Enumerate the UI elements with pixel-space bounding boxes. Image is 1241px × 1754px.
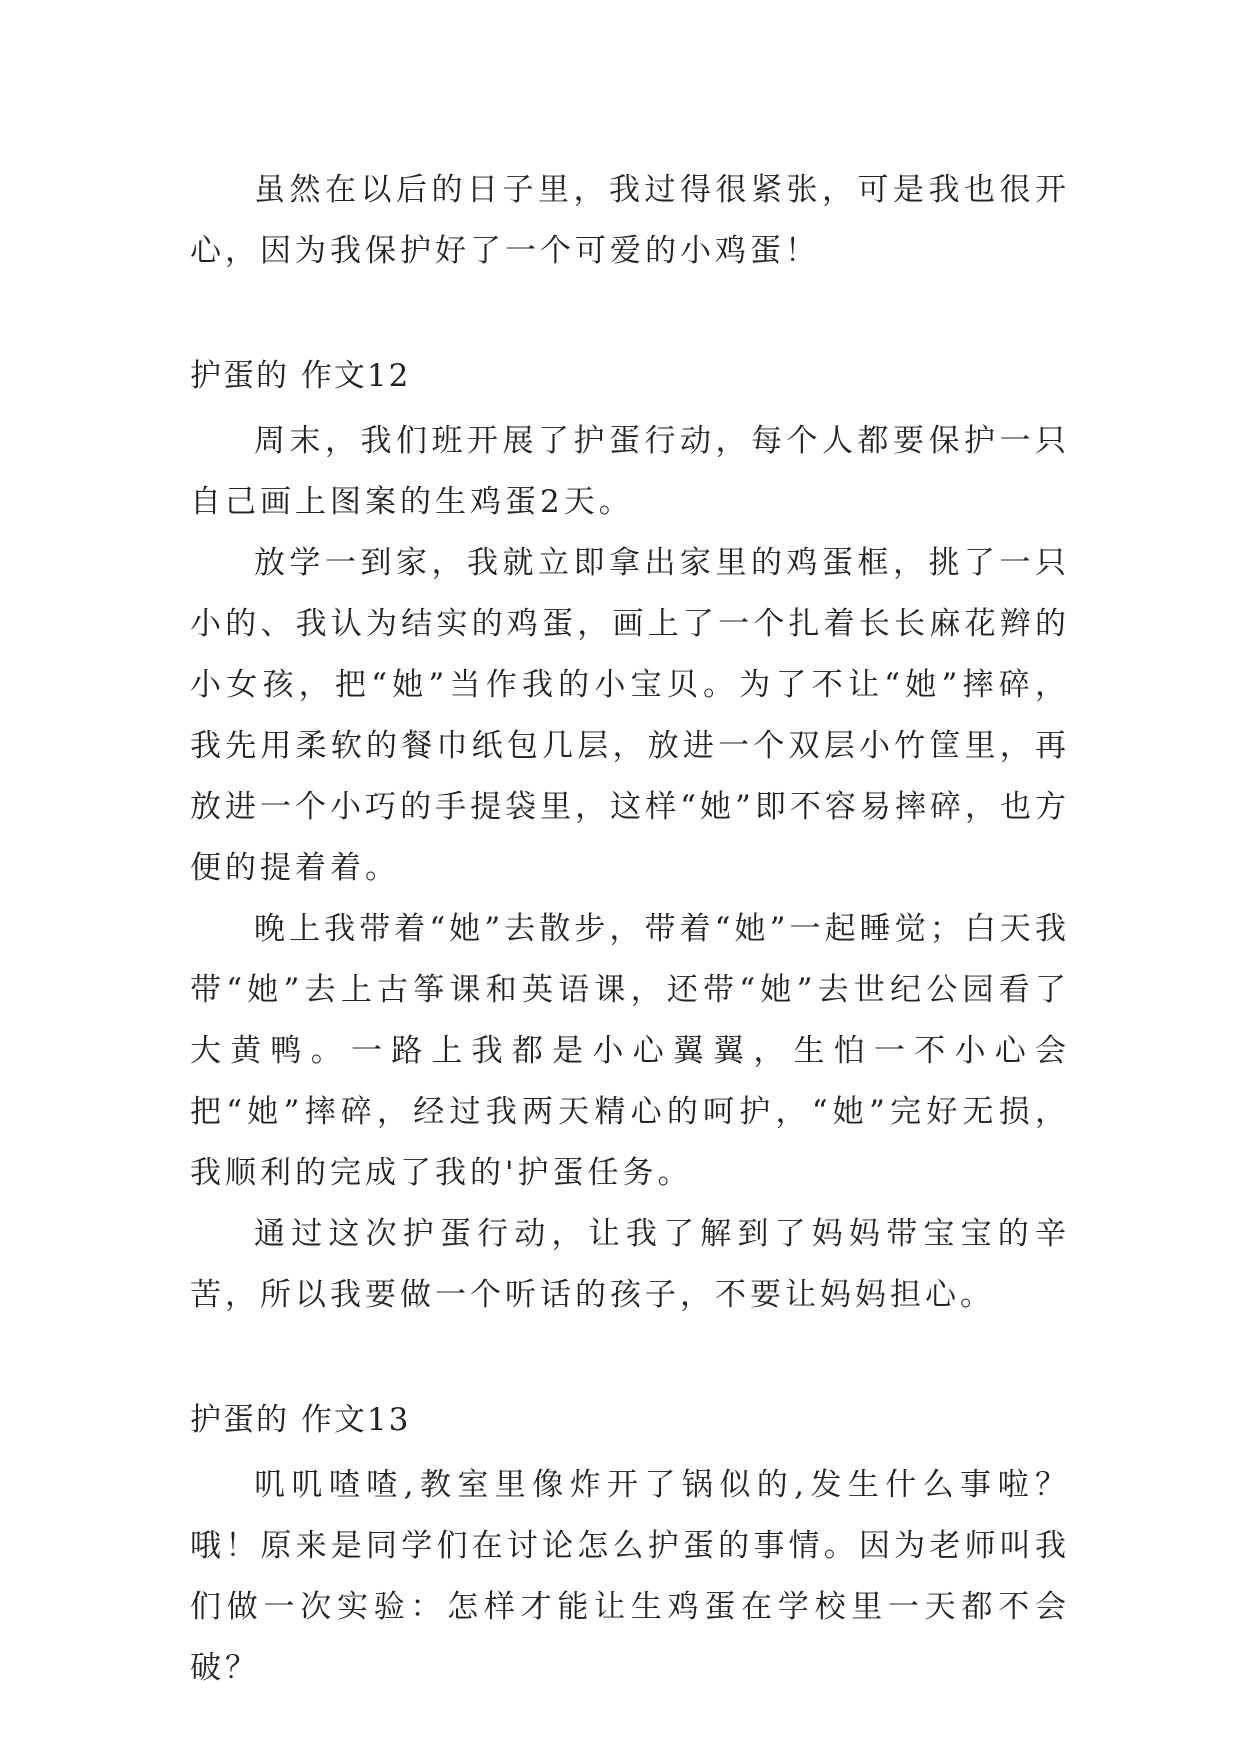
paragraph: 晚上我带着“她”去散步，带着“她”一起睡觉；白天我带“她”去上古筝课和英语课，还带“她”去世纪公园看了大黄鸭。一路上我都是小心翼翼，生怕一不小心会把“她”摔碎，经过我两天精心的呵护，“她”完好无损，我顺利的完成了我的'护蛋任务。	[190, 911, 1070, 1191]
paragraph: 通过这次护蛋行动，让我了解到了妈妈带宝宝的辛苦，所以我要做一个听话的孩子，不要让妈妈担心。	[190, 1216, 1070, 1313]
section-heading: 护蛋的 作文12	[190, 358, 411, 394]
paragraph: 虽然在以后的日子里，我过得很紧张，可是我也很开心，因为我保护好了一个可爱的小鸡蛋！	[190, 172, 1070, 269]
section-heading: 护蛋的 作文13	[190, 1402, 411, 1438]
paragraph: 叽叽喳喳,教室里像炸开了锅似的,发生什么事啦？哦！原来是同学们在讨论怎么护蛋的事情。因为老师叫我们做一次实验：怎样才能让生鸡蛋在学校里一天都不会破？	[190, 1467, 1070, 1686]
paragraph: 放学一到家，我就立即拿出家里的鸡蛋框，挑了一只小的、我认为结实的鸡蛋，画上了一个扎着长长麻花辫的小女孩，把“她”当作我的小宝贝。为了不让“她”摔碎，我先用柔软的餐巾纸包几层，放进一个双层小竹筐里，再放进一个小巧的手提袋里，这样“她”即不容易摔碎，也方便的提着着。	[190, 545, 1070, 886]
paragraph: 周末，我们班开展了护蛋行动，每个人都要保护一只自己画上图案的生鸡蛋2天。	[190, 423, 1070, 520]
document-body	[190, 160, 1070, 1699]
